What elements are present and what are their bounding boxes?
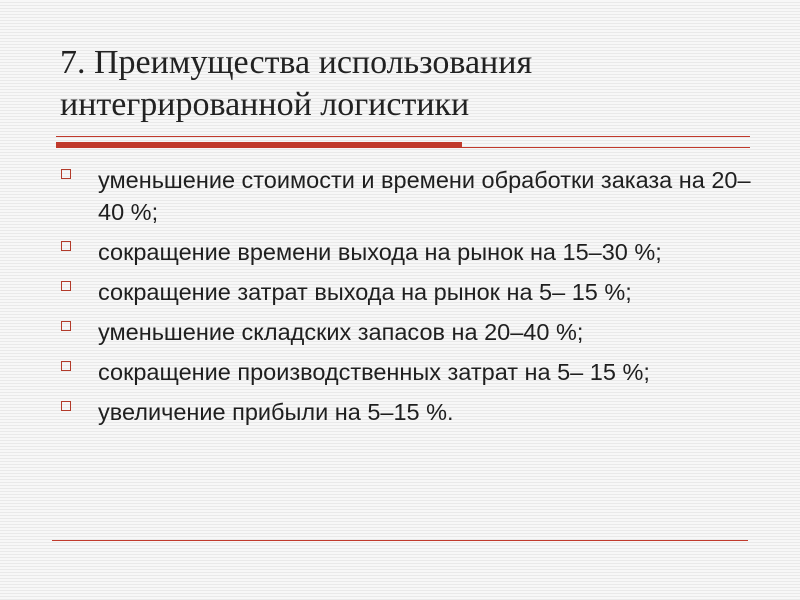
- slide-title: [60, 42, 740, 126]
- hollow-square-icon: [61, 401, 71, 411]
- bullet-list: [56, 164, 776, 436]
- bullet-text: сокращение времени выхода на рынок на 15–30 %;: [98, 239, 662, 265]
- bullet-text: уменьшение складских запасов на 20–40 %;: [98, 319, 584, 345]
- slide-title-line-1: 7. Преимущества использования: [60, 44, 533, 81]
- title-divider-thick: [56, 142, 462, 148]
- hollow-square-icon: [61, 169, 71, 179]
- bullet-item: [56, 164, 776, 228]
- bullet-text: сокращение производственных затрат на 5– 15 %;: [98, 359, 650, 385]
- bullet-text: увеличение прибыли на 5–15 %.: [98, 399, 454, 425]
- footer-divider: [52, 540, 748, 541]
- bullet-item: [56, 316, 776, 348]
- title-divider-thin-lower: [462, 147, 750, 148]
- bullet-item: [56, 276, 776, 308]
- bullet-item: [56, 236, 776, 268]
- bullet-text: сокращение затрат выхода на рынок на 5– 15 %;: [98, 279, 632, 305]
- title-divider-thin: [56, 136, 750, 137]
- slide-title-line-2: интегрированной логистики: [60, 86, 470, 123]
- bullet-item: [56, 356, 776, 388]
- bullet-item: [56, 396, 776, 428]
- hollow-square-icon: [61, 321, 71, 331]
- hollow-square-icon: [61, 241, 71, 251]
- hollow-square-icon: [61, 361, 71, 371]
- bullet-text: уменьшение стоимости и времени обработки заказа на 20–40 %;: [98, 167, 751, 225]
- hollow-square-icon: [61, 281, 71, 291]
